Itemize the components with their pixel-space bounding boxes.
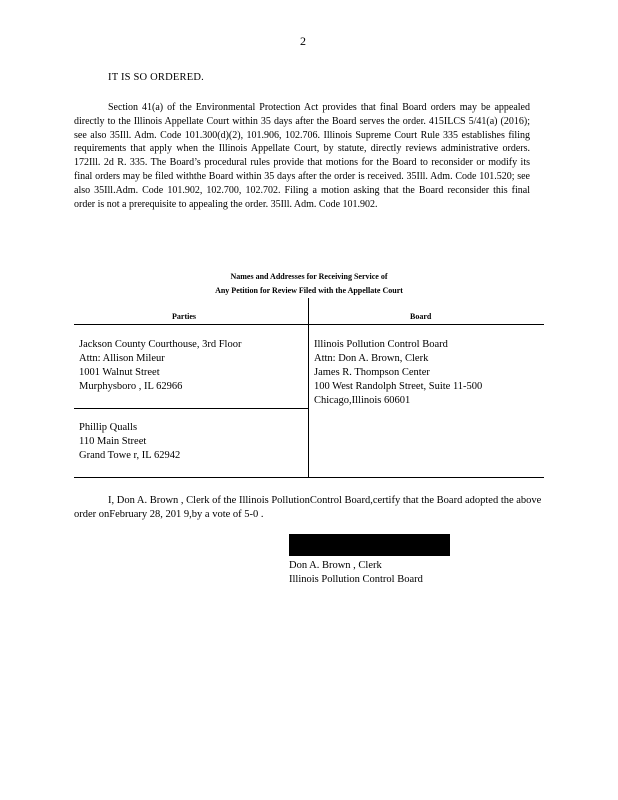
parties-row-divider [74,408,308,409]
address-line: 100 West Randolph Street, Suite 11-500 [314,381,483,392]
page-number: 2 [300,34,306,48]
address-line: James R. Thompson Center [314,367,430,378]
board-address [314,338,482,408]
table-bottom-rule [74,477,544,478]
address-line: Attn: Allison Mileur [79,353,165,364]
so-ordered-text: IT IS SO ORDERED. [108,72,204,83]
address-line: Grand Towe r, IL 62942 [79,450,181,461]
party-address-phillip-qualls [79,421,180,463]
appeal-rights-paragraph [74,101,530,211]
address-line: Phillip Qualls [79,422,138,433]
service-table-title [74,270,544,298]
table-column-divider [308,298,309,478]
clerk-name: Don A. Brown , Clerk [289,560,382,571]
table-header-rule [74,324,544,325]
certification-text: I, Don A. Brown , Clerk of the Illinois PollutionControl Board,certify that the Board adopted the above order onFebruary 28, 201 9,by a vote of 5-0 . [74,495,542,520]
address-line: Illinois Pollution Control Board [314,339,448,350]
signature-block [289,559,423,587]
board-column-header: Board [410,312,432,321]
address-line: Jackson County Courthouse, 3rd Floor [79,339,242,350]
redacted-signature [289,534,450,556]
service-table-title-line2: Any Petition for Review Filed with the Appellate Court [215,286,403,295]
service-table-title-line1: Names and Addresses for Receiving Service of [230,272,388,281]
board-name: Illinois Pollution Control Board [289,574,423,585]
parties-column-header: Parties [172,312,196,321]
appeal-rights-text: Section 41(a) of the Environmental Protection Act provides that final Board orders may be appealed directly to the Illinois Appellate Court within 35 days after the Board serves the order. 415ILCS 5/41(a) (2016); see also 35Ill. Adm. Code 101.300(d)(2), 101.906, 102.706. Illinois Supreme Court Rule 335 establishes filing requirements that apply when the Illinois Appellate Court, by statute, directly reviews administrative orders. 172Ill. 2d R. 335. The Board’s procedural rules provide that motions for the Board to reconsider or modify its final orders may be filed withthe Board within 35 days after the order is received. 35Ill. Adm. Code 101.520; see also 35Ill.Adm. Code 101.902, 102.700, 102.702. Filing a motion asking that the Board reconsider this final order is not a prerequisite to appealing the order. 35Ill. Adm. Code 101.902. [74,102,530,210]
address-line: Attn: Don A. Brown, Clerk [314,353,429,364]
address-line: 1001 Walnut Street [79,367,160,378]
party-address-jackson-county [79,338,241,394]
address-line: Murphysboro , IL 62966 [79,381,183,392]
address-line: Chicago,Illinois 60601 [314,395,411,406]
address-line: 110 Main Street [79,436,147,447]
clerk-certification [74,494,544,522]
